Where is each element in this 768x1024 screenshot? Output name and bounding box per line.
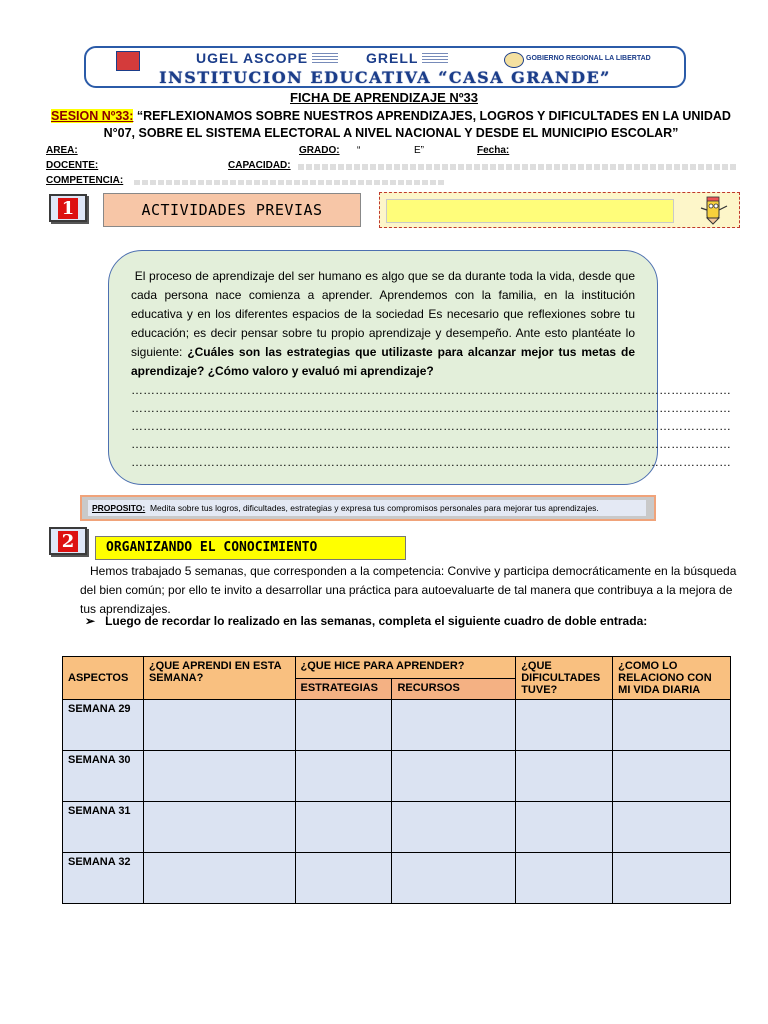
grado-label: GRADO: bbox=[299, 145, 340, 156]
table-cell[interactable] bbox=[143, 802, 295, 853]
table-cell[interactable] bbox=[392, 853, 516, 904]
section-1-decoration bbox=[379, 192, 740, 228]
table-cell[interactable] bbox=[516, 802, 613, 853]
table-row bbox=[63, 751, 731, 802]
competencia-faint-text bbox=[134, 180, 444, 185]
row-label: SEMANA 31 bbox=[63, 802, 144, 853]
table-cell[interactable] bbox=[143, 751, 295, 802]
table-cell[interactable] bbox=[295, 802, 392, 853]
table-cell[interactable] bbox=[295, 853, 392, 904]
session-title bbox=[46, 108, 736, 142]
pencil-mascot-icon bbox=[697, 196, 731, 224]
row-label: SEMANA 30 bbox=[63, 751, 144, 802]
header-dificultades: ¿QUE DIFICULTADES TUVE? bbox=[516, 657, 613, 700]
section-2-title: ORGANIZANDO EL CONOCIMIENTO bbox=[95, 536, 406, 560]
capacidad-faint-text bbox=[298, 164, 738, 170]
table-cell[interactable] bbox=[613, 700, 731, 751]
section-1-title: ACTIVIDADES PREVIAS bbox=[103, 193, 361, 227]
section-1-number: 1 bbox=[49, 194, 87, 222]
gobierno-regional-logo: GOBIERNO REGIONAL LA LIBERTAD bbox=[526, 54, 651, 62]
answer-line[interactable]: …………………………………………………………………………………………………………………………………… bbox=[131, 419, 731, 433]
table-cell[interactable] bbox=[613, 802, 731, 853]
proposito-label: PROPOSITO: bbox=[92, 503, 146, 513]
table-row bbox=[63, 700, 731, 751]
table-cell[interactable] bbox=[613, 751, 731, 802]
answer-line[interactable]: …………………………………………………………………………………………………………………………………… bbox=[131, 455, 731, 469]
table-row bbox=[63, 802, 731, 853]
table-cell[interactable] bbox=[516, 700, 613, 751]
self-evaluation-table bbox=[62, 656, 731, 904]
docente-label: DOCENTE: bbox=[46, 160, 99, 171]
table-cell[interactable] bbox=[143, 853, 295, 904]
table-cell[interactable] bbox=[613, 853, 731, 904]
grell-logo: GRELL bbox=[366, 50, 448, 66]
table-cell[interactable] bbox=[295, 700, 392, 751]
header-banner bbox=[84, 46, 686, 88]
table-cell[interactable] bbox=[392, 751, 516, 802]
ugel-logo: UGEL ASCOPE bbox=[196, 50, 338, 66]
answer-line[interactable]: …………………………………………………………………………………………………………………………………… bbox=[131, 383, 731, 397]
grado-quote: “ bbox=[357, 145, 361, 156]
header-aprendi: ¿QUE APRENDI EN ESTA SEMANA? bbox=[143, 657, 295, 700]
header-aspectos: ASPECTOS bbox=[63, 657, 144, 700]
school-name: INSTITUCION EDUCATIVA “CASA GRANDE” bbox=[159, 68, 611, 87]
header-hice: ¿QUE HICE PARA APRENDER? bbox=[295, 657, 516, 679]
regional-seal-icon bbox=[504, 52, 524, 68]
grado-value: E” bbox=[414, 145, 424, 156]
section-2-number: 2 bbox=[49, 527, 87, 555]
answer-line[interactable]: …………………………………………………………………………………………………………………………………… bbox=[131, 401, 731, 415]
table-row bbox=[63, 853, 731, 904]
area-label: AREA: bbox=[46, 145, 78, 156]
competencia-label: COMPETENCIA: bbox=[46, 175, 124, 186]
section-2-intro: Hemos trabajado 5 semanas, que corresponden a la competencia: Convive y participa democráticamente en la búsqueda del bien común; por ello te invito a desarrollar una práctica para autoevaluarte de tal manera que contribuya a la mejora de tus aprendizajes. bbox=[80, 564, 737, 616]
ficha-title: FICHA DE APRENDIZAJE Nº33 bbox=[290, 90, 478, 105]
table-cell[interactable] bbox=[392, 802, 516, 853]
session-text: “REFLEXIONAMOS SOBRE NUESTROS APRENDIZAJES, LOGROS Y DIFICULTADES EN LA UNIDAD N°07, SOBRE EL SISTEMA ELECTORAL A NIVEL NACIONAL Y DESDE EL MUNICIPIO ESCOLAR” bbox=[103, 109, 731, 140]
header-relaciono: ¿COMO LO RELACIONO CON MI VIDA DIARIA bbox=[613, 657, 731, 700]
proposito-box bbox=[80, 495, 656, 521]
header-recursos: RECURSOS bbox=[392, 678, 516, 700]
fecha-label: Fecha: bbox=[477, 145, 510, 156]
proposito-text: Medita sobre tus logros, dificultades, estrategias y expresa tus compromisos personales para mejorar tus aprendizajes. bbox=[149, 503, 599, 513]
reflection-text: El proceso de aprendizaje del ser humano es algo que se da durante toda la vida, desde que cada persona nace comienza a aprender. Aprendemos con la familia, en la institución educativa y en los diferentes espacios de la sociedad Es necesario que reflexiones sobre tu educación; es decir pensar sobre tu propio aprendizaje y desempeño. Ante esto plantéate lo siguiente: ¿Cuáles son las estrategias que utilizaste para alcanzar mejor tus metas de aprendizaje? ¿Cómo valoro y evaluó mi aprendizaje? bbox=[131, 269, 635, 378]
capacidad-label: CAPACIDAD: bbox=[228, 160, 291, 171]
reflection-bubble bbox=[108, 250, 731, 485]
arrow-bullet-icon: ➢ bbox=[85, 614, 96, 628]
session-label: SESION Nº33: bbox=[51, 109, 134, 123]
table-cell[interactable] bbox=[516, 751, 613, 802]
table-cell[interactable] bbox=[392, 700, 516, 751]
row-label: SEMANA 32 bbox=[63, 853, 144, 904]
table-cell[interactable] bbox=[143, 700, 295, 751]
table-cell[interactable] bbox=[295, 751, 392, 802]
header-estrategias: ESTRATEGIAS bbox=[295, 678, 392, 700]
table-cell[interactable] bbox=[516, 853, 613, 904]
answer-line[interactable]: …………………………………………………………………………………………………………………………………… bbox=[131, 437, 731, 451]
row-label: SEMANA 29 bbox=[63, 700, 144, 751]
instruction-bullet: ➢ Luego de recordar lo realizado en las semanas, completa el siguiente cuadro de doble entrada: bbox=[85, 614, 648, 628]
